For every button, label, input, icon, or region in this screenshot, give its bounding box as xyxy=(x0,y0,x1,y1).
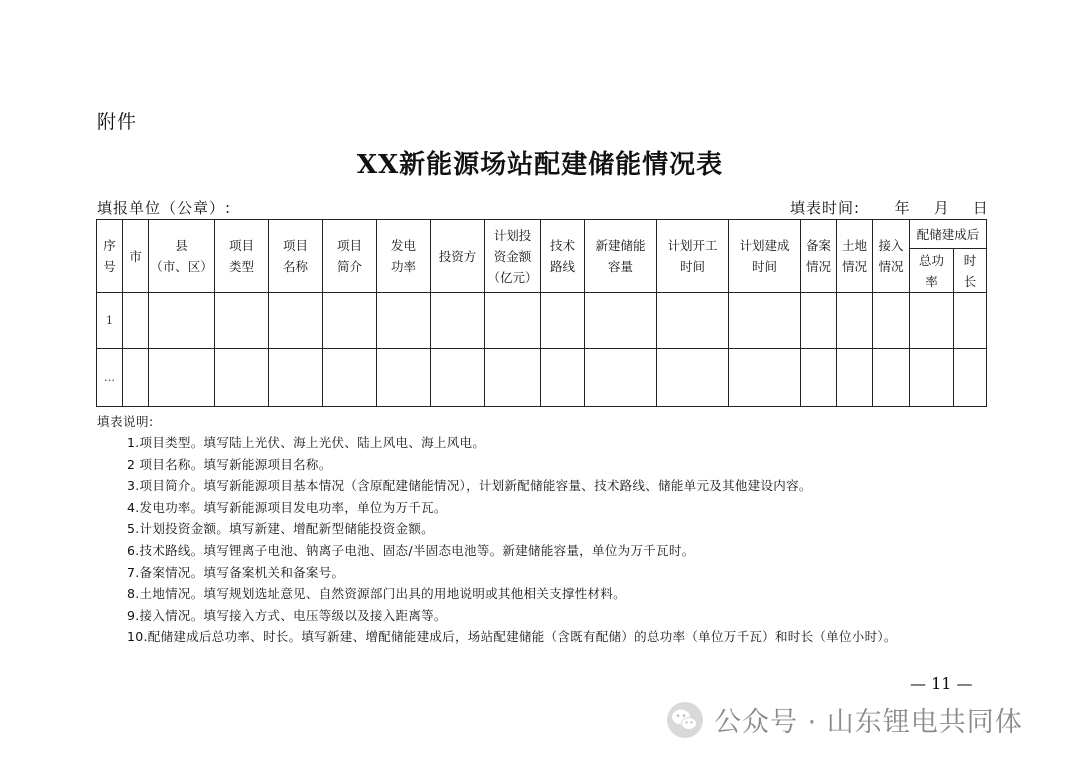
header-tech-route: 技术 路线 xyxy=(541,220,585,293)
instruction-item: 9.接入情况。填写接入方式、电压等级以及接入距离等。 xyxy=(127,607,447,623)
header-project-name: 项目 名称 xyxy=(269,220,323,293)
attachment-label: 附件 xyxy=(97,111,138,133)
header-project-type: 项目 类型 xyxy=(215,220,269,293)
instruction-item: 4.发电功率。填写新能源项目发电功率，单位为万千瓦。 xyxy=(127,499,447,515)
instruction-item: 8.土地情况。填写规划选址意见、自然资源部门出具的用地说明或其他相关支撑性材料。 xyxy=(127,586,626,602)
instruction-item: 6.技术路线。填写锂离子电池、钠离子电池、固态/半固态电池等。新建储能容量，单位为万千瓦时。 xyxy=(127,542,695,558)
watermark-text: 公众号 · 山东锂电共同体 xyxy=(714,707,1023,738)
row-number: … xyxy=(97,349,123,407)
instruction-item: 2 项目名称。填写新能源项目名称。 xyxy=(127,456,332,472)
header-total-power: 总功 率 xyxy=(910,249,954,293)
fill-date-label: 填表时间: 年 月 日 xyxy=(790,199,989,217)
instruction-item: 3.项目简介。填写新能源项目基本情况（含原配建储能情况），计划新配储能容量、技术路线、储能单元及其他建设内容。 xyxy=(127,478,812,494)
header-new-storage-capacity: 新建储能 容量 xyxy=(585,220,657,293)
instruction-item: 7.备案情况。填写备案机关和备案号。 xyxy=(127,564,345,580)
instructions-title: 填表说明: xyxy=(97,414,154,429)
header-seq: 序 号 xyxy=(97,220,123,293)
instruction-item: 5.计划投资金额。填写新建、增配新型储能投资金额。 xyxy=(127,521,434,537)
instruction-item: 10.配储建成后总功率、时长。填写新建、增配储能建成后，场站配建储能（含既有配储）的总功率（单位万千瓦）和时长（单位小时）。 xyxy=(127,629,897,645)
instruction-item: 1.项目类型。填写陆上光伏、海上光伏、陆上风电、海上风电。 xyxy=(127,435,486,450)
header-land-status: 土地 情况 xyxy=(837,220,873,293)
header-project-brief: 项目 简介 xyxy=(323,220,377,293)
row-number: 1 xyxy=(97,293,123,349)
header-filing-status: 备案 情况 xyxy=(801,220,837,293)
header-after-storage-group: 配储建成后 xyxy=(910,220,987,249)
page-title: XX新能源场站配建储能情况表 xyxy=(356,150,724,180)
header-generation-power: 发电 功率 xyxy=(377,220,431,293)
table-row xyxy=(97,349,987,407)
header-city: 市 xyxy=(123,220,149,293)
header-access-status: 接入 情况 xyxy=(873,220,910,293)
watermark xyxy=(666,700,1023,739)
header-planned-start: 计划开工 时间 xyxy=(657,220,729,293)
header-duration: 时 长 xyxy=(954,249,987,293)
wechat-icon xyxy=(666,701,704,739)
header-investor: 投资方 xyxy=(431,220,485,293)
fill-instructions xyxy=(97,411,897,648)
header-planned-completion: 计划建成 时间 xyxy=(729,220,801,293)
storage-table xyxy=(96,219,987,407)
reporting-unit-label: 填报单位（公章）: xyxy=(97,199,232,217)
header-investment-amount: 计划投 资金额 （亿元） xyxy=(485,220,541,293)
table-row xyxy=(97,293,987,349)
header-county: 县 （市、区） xyxy=(149,220,215,293)
page-number: — 11 — xyxy=(910,674,973,693)
